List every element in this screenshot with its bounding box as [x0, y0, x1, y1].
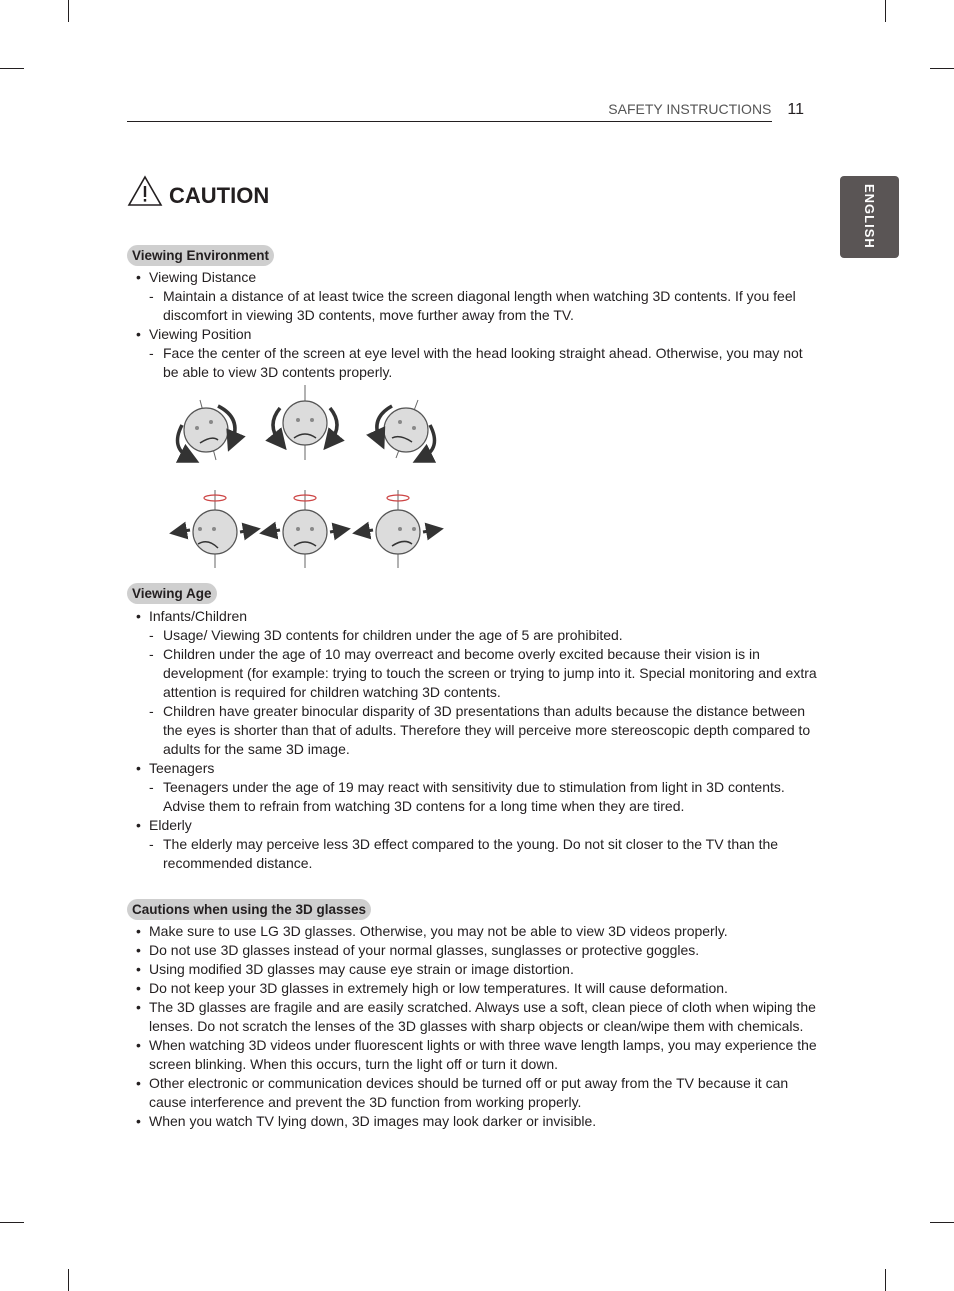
- crop-mark: [930, 68, 954, 69]
- bullet-item: • Using modified 3D glasses may cause eye strain or image distortion.: [127, 960, 817, 979]
- face-turn-right: [361, 490, 435, 568]
- face-front: [268, 490, 342, 568]
- dash-item: - Teenagers under the age of 19 may react with sensitivity due to stimulation from light in 3D contents. Advise them to refrain from watching 3D contens for a long time when they are tired.: [127, 778, 817, 816]
- bullet-item: • Do not keep your 3D glasses in extremely high or low temperatures. It will cause deformation.: [127, 979, 817, 998]
- bullet-item: • Elderly: [127, 816, 817, 835]
- crop-mark: [885, 0, 886, 22]
- section-3d-glasses: [127, 922, 817, 1131]
- caution-heading: [127, 175, 269, 207]
- dash-item: - Maintain a distance of at least twice the screen diagonal length when watching 3D contents. If you feel discomfort in viewing 3D contents, move further away from the TV.: [127, 287, 817, 325]
- dash-item: - Children under the age of 10 may overreact and become overly excited because their vision is in development (for example: trying to touch the screen or trying to jump into it. Special monitoring and extra attention is required for children watching 3D contents.: [127, 645, 817, 702]
- bullet-item: • Viewing Position: [127, 325, 817, 344]
- caution-title: CAUTION: [169, 183, 270, 208]
- language-tab: [840, 176, 899, 258]
- bullet-item: • Other electronic or communication devices should be turned off or put away from the TV because it can cause interference and prevent the 3D function from working properly.: [127, 1074, 817, 1112]
- bullet-item: • Do not use 3D glasses instead of your normal glasses, sunglasses or protective goggles.: [127, 941, 817, 960]
- dash-item: - Children have greater binocular disparity of 3D presentations than adults because the distance between the eyes is shorter than that of adults. Therefore they will perceive more stereoscopic depth compared to adults for the same 3D image.: [127, 702, 817, 759]
- running-header: [608, 101, 804, 119]
- face-turn-left: [178, 490, 252, 568]
- section-title-viewing-environment: Viewing Environment: [127, 245, 274, 266]
- crop-mark: [68, 0, 69, 22]
- header-section: SAFETY INSTRUCTIONS: [608, 101, 772, 117]
- language-tab-label: ENGLISH: [862, 184, 877, 249]
- face-straight: [273, 385, 337, 460]
- warning-triangle-icon: [127, 175, 163, 207]
- head-position-illustration: [160, 380, 460, 575]
- bullet-item: • When you watch TV lying down, 3D images may look darker or invisible.: [127, 1112, 817, 1131]
- dash-item: - Usage/ Viewing 3D contents for children under the age of 5 are prohibited.: [127, 626, 817, 645]
- section-viewing-environment: [127, 268, 817, 382]
- crop-mark: [930, 1222, 954, 1223]
- dash-item: - The elderly may perceive less 3D effect compared to the young. Do not sit closer to the TV than the recommended distance.: [127, 835, 817, 873]
- section-title-viewing-age: Viewing Age: [127, 583, 217, 604]
- header-rule: [127, 121, 772, 122]
- dash-item: - Face the center of the screen at eye level with the head looking straight ahead. Otherwise, you may not be able to view 3D contents properly.: [127, 344, 817, 382]
- bullet-item: • Teenagers: [127, 759, 817, 778]
- section-title-3d-glasses: Cautions when using the 3D glasses: [127, 899, 371, 920]
- crop-mark: [0, 68, 24, 69]
- crop-mark: [0, 1222, 24, 1223]
- face-tilt-right: [377, 400, 435, 458]
- crop-mark: [885, 1269, 886, 1291]
- bullet-item: • The 3D glasses are fragile and are easily scratched. Always use a soft, clean piece of cloth when wiping the lenses. Do not scratch the lenses of the 3D glasses with sharp objects or clean/wipe them with chemicals.: [127, 998, 817, 1036]
- face-tilt-left: [178, 400, 235, 460]
- crop-mark: [68, 1269, 69, 1291]
- section-viewing-age: [127, 607, 817, 873]
- bullet-item: • When watching 3D videos under fluorescent lights or with three wave length lamps, you may experience the screen blinking. When this occurs, turn the light off or turn it down.: [127, 1036, 817, 1074]
- page-number: 11: [787, 101, 804, 118]
- bullet-item: • Viewing Distance: [127, 268, 817, 287]
- bullet-item: • Make sure to use LG 3D glasses. Otherwise, you may not be able to view 3D videos properly.: [127, 922, 817, 941]
- bullet-item: • Infants/Children: [127, 607, 817, 626]
